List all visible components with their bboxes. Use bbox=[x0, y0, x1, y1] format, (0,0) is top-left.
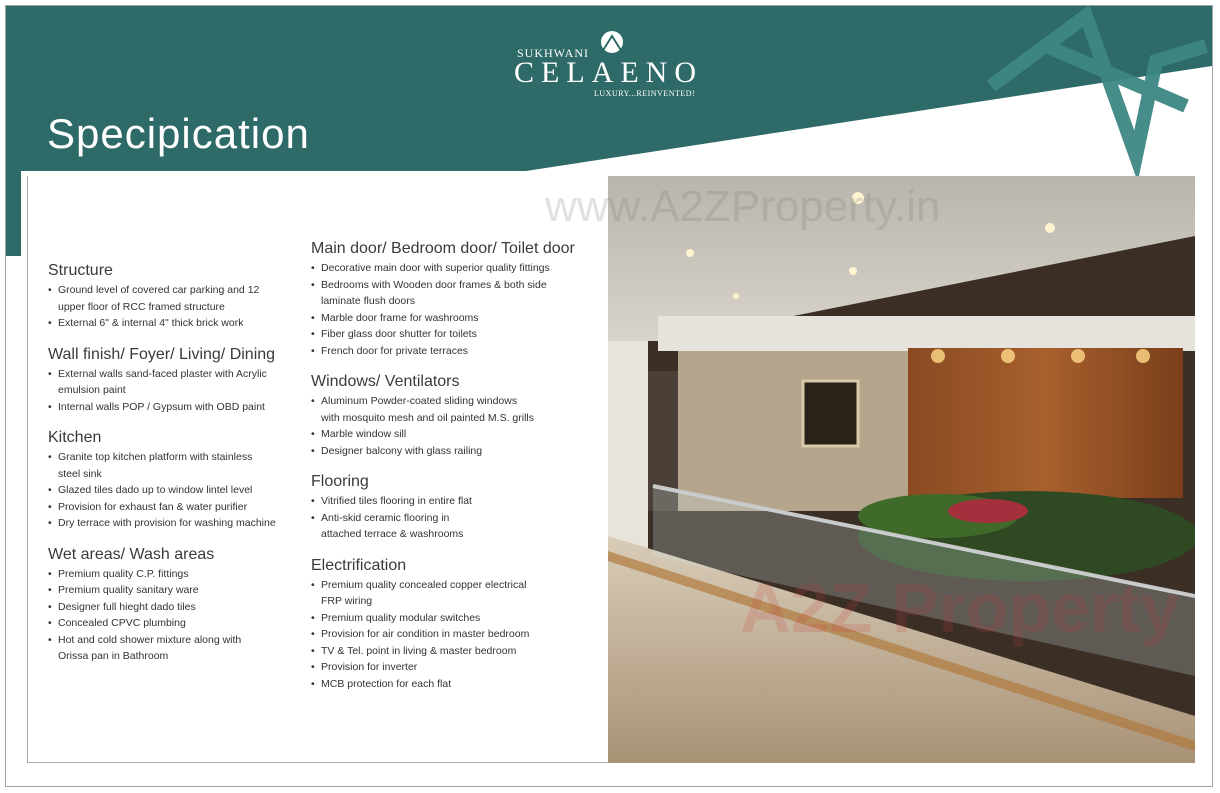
spec-list-item: • TV & Tel. point in living & master bedroom bbox=[311, 643, 601, 660]
spec-list bbox=[311, 260, 601, 359]
spec-list-item: • Fiber glass door shutter for toilets bbox=[311, 326, 601, 343]
spec-list bbox=[48, 449, 318, 532]
spec-section bbox=[311, 557, 601, 693]
spec-list-item: • Glazed tiles dado up to window lintel level bbox=[48, 482, 318, 499]
spec-list-item: • Premium quality sanitary ware bbox=[48, 582, 318, 599]
spec-section-title: Windows/ Ventilators bbox=[311, 373, 460, 390]
spec-list-item: • French door for private terraces bbox=[311, 343, 601, 360]
spec-column-left bbox=[48, 262, 318, 679]
sun-icon bbox=[599, 30, 625, 58]
spec-section-title: Electrification bbox=[311, 556, 407, 574]
specification-panel bbox=[27, 176, 608, 763]
spec-list-item: • Decorative main door with superior quality fittings bbox=[311, 260, 601, 277]
spec-section bbox=[48, 262, 318, 332]
spec-list-item: • Marble door frame for washrooms bbox=[311, 310, 601, 327]
spec-list bbox=[48, 366, 318, 416]
spec-list-item: • Aluminum Powder-coated sliding windows with mosquito mesh and oil painted M.S. grills bbox=[311, 393, 601, 426]
spec-list-item: • Provision for air condition in master bedroom bbox=[311, 626, 601, 643]
spec-list-item: • Vitrified tiles flooring in entire flat bbox=[311, 493, 601, 510]
spec-list-item: • Ground level of covered car parking and 12 upper floor of RCC framed structure bbox=[48, 282, 318, 315]
spec-list bbox=[311, 393, 601, 459]
spec-section bbox=[48, 346, 318, 416]
spec-list-item: • Marble window sill bbox=[311, 426, 601, 443]
spec-list-item: • Provision for inverter bbox=[311, 659, 601, 676]
brand-tagline: LUXURY...REINVENTED! bbox=[594, 89, 696, 98]
watermark-text: www.A2ZProperty.in bbox=[545, 182, 941, 231]
spec-column-right bbox=[311, 240, 601, 706]
spec-list-item: • Premium quality concealed copper electrical FRP wiring bbox=[311, 577, 601, 610]
brand-logo bbox=[500, 32, 720, 102]
spec-list-item: • Premium quality C.P. fittings bbox=[48, 566, 318, 583]
watermark-logo-text: A2Z Property bbox=[740, 569, 1180, 647]
spec-section-title: Wet areas/ Wash areas bbox=[48, 545, 215, 563]
spec-list-item: • External 6" & internal 4" thick brick work bbox=[48, 315, 318, 332]
spec-section bbox=[48, 546, 318, 665]
spec-section-title: Main door/ Bedroom door/ Toilet door bbox=[311, 240, 575, 257]
spec-list-item: • Internal walls POP / Gypsum with OBD paint bbox=[48, 399, 318, 416]
spec-list-item: • Designer balcony with glass railing bbox=[311, 443, 601, 460]
spec-list-item: • Hot and cold shower mixture along with Orissa pan in Bathroom bbox=[48, 632, 318, 665]
spec-list bbox=[311, 493, 601, 543]
spec-list-item: • MCB protection for each flat bbox=[311, 676, 601, 693]
spec-section-title: Wall finish/ Foyer/ Living/ Dining bbox=[48, 345, 276, 363]
spec-list bbox=[48, 282, 318, 332]
spec-list-item: • Premium quality modular switches bbox=[311, 610, 601, 627]
brand-top-text: SUKHWANI bbox=[517, 46, 589, 60]
spec-list-item: • Dry terrace with provision for washing machine bbox=[48, 515, 318, 532]
spec-section bbox=[311, 473, 601, 543]
spec-list-item: • Anti-skid ceramic flooring in attached terrace & washrooms bbox=[311, 510, 601, 543]
spec-list-item: • Concealed CPVC plumbing bbox=[48, 615, 318, 632]
spec-list bbox=[48, 566, 318, 665]
spec-list-item: • External walls sand-faced plaster with Acrylic emulsion paint bbox=[48, 366, 318, 399]
spec-section-title: Flooring bbox=[311, 473, 369, 490]
spec-section bbox=[48, 429, 318, 532]
page-title: Specipication bbox=[47, 110, 310, 157]
spec-list-item: • Designer full hieght dado tiles bbox=[48, 599, 318, 616]
spec-section-title: Structure bbox=[48, 262, 113, 279]
spec-list-item: • Bedrooms with Wooden door frames & both side laminate flush doors bbox=[311, 277, 601, 310]
spec-section-title: Kitchen bbox=[48, 429, 102, 446]
spec-section bbox=[311, 373, 601, 459]
spec-list-item: • Provision for exhaust fan & water purifier bbox=[48, 499, 318, 516]
brand-name: CELAENO bbox=[514, 56, 703, 89]
spec-list-item: • Granite top kitchen platform with stainless steel sink bbox=[48, 449, 318, 482]
spec-section bbox=[311, 240, 601, 359]
lobby-photo bbox=[608, 176, 1195, 763]
spec-list bbox=[311, 577, 601, 693]
